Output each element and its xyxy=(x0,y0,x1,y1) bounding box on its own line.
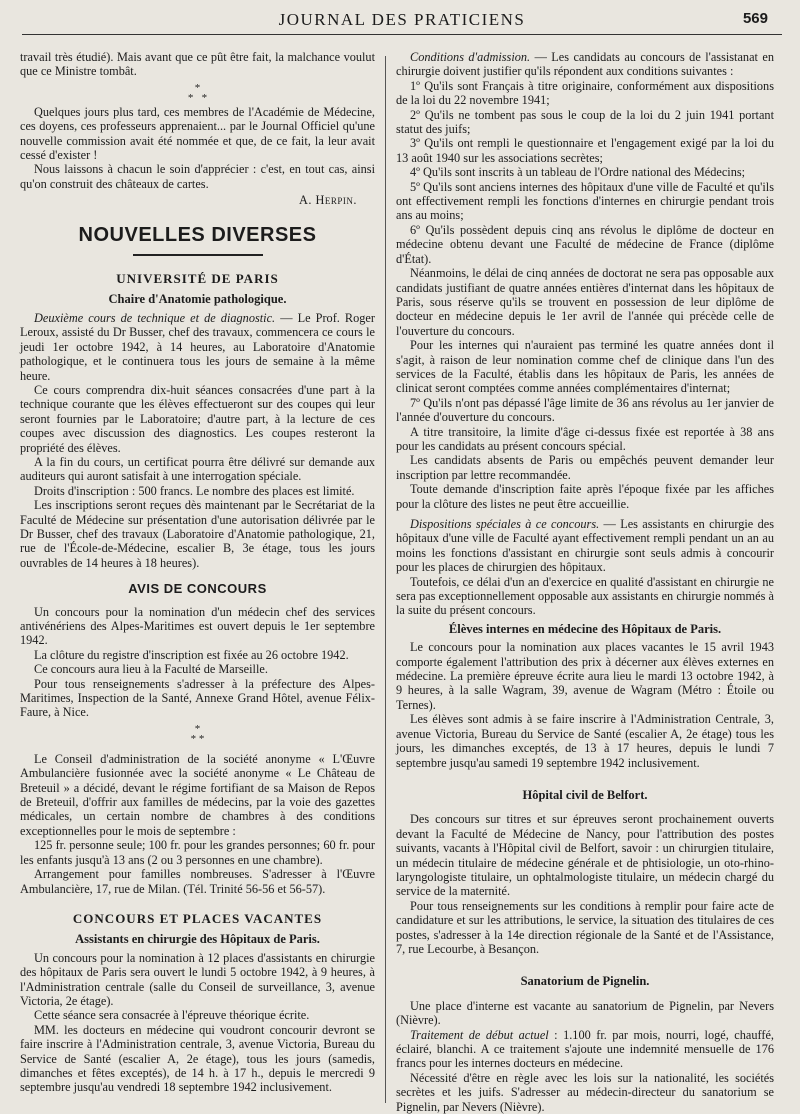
paragraph: Dispositions spéciales à ce concours. — Les assistants en chirurgie des hôpitaux d'une ville de Faculté ayant effectivement rempli pendant un an au moins les fonctions d'assistant en chirurgie sont seuls admis à concourir pour les places de chirurgien des hôpitaux. xyxy=(396,517,774,575)
heading-pignelin: Sanatorium de Pignelin. xyxy=(520,974,650,989)
paragraph: Une place d'interne est vacante au sanatorium de Pignelin, par Nevers (Nièvre). xyxy=(396,998,774,1028)
paragraph: A titre transitoire, la limite d'âge ci-dessus fixée est reportée à 38 ans pour les candidats au présent concours spécial. xyxy=(396,424,774,453)
signature: A. Herpin. xyxy=(299,193,357,208)
paragraph: MM. les docteurs en médecine qui voudront concourir devront se faire inscrire à l'Administration centrale, 3, avenue Victoria, Bureau du Service de Santé (escalier A, 2e étage), tous les jours (samedis, dimanches et fêtes exceptés), de 14 h. à 17 h., depuis le mercredi 9 septembre jusqu'au vendredi 18 septembre 1942 inclusivement. xyxy=(20,1022,375,1095)
heading-concours-places: CONCOURS ET PLACES VACANTES xyxy=(72,910,323,926)
page-number: 569 xyxy=(742,10,768,27)
heading-avis-concours: AVIS DE CONCOURS xyxy=(128,581,267,597)
paragraph: Pour tous renseignements sur les conditions à remplir pour faire acte de candidature et sur les attributions, le service, la situation des titulaires de ces postes, s'adresser à la 14e direction régionale de la Santé et de l'Assistance, 7, rue Lecourbe, à Besançon. xyxy=(396,898,774,956)
heading-eleves-internes: Élèves internes en médecine des Hôpitaux de Paris. xyxy=(448,621,722,636)
asterism: * * * xyxy=(190,722,205,745)
asterism: * * * xyxy=(187,81,208,104)
paragraph: Néanmoins, le délai de cinq années de doctorat ne sera pas opposable aux candidats justifiant de quatre années entières d'internat dans les hôpitaux de Paris, sous réserve qu'ils se trouvent en possession de leur diplôme de docteur en médecine depuis le 1er avril de l'année qui précède celle de l'ouverture du concours. xyxy=(396,266,774,338)
paragraph: 125 fr. personne seule; 100 fr. pour les grandes personnes; 60 fr. pour les enfants jusqu'à 13 ans (2 ou 3 personnes en une chambre). xyxy=(20,838,375,867)
condition-item: 7º Qu'ils n'ont pas dépassé l'âge limite de 36 ans révolus au 1er janvier de l'année d'ouverture du concours. xyxy=(396,395,774,425)
paragraph: travail très étudié). Mais avant que ce pût être fait, la malchance voulut que ce Ministre tombât. xyxy=(20,50,375,79)
condition-item: 6º Qu'ils possèdent depuis cinq ans révolus le diplôme de docteur en médecine obtenu devant une Faculté de médecine de France (diplôme d'État). xyxy=(396,222,774,266)
paragraph: Pour les internes qui n'auraient pas terminé les quatre années dont il s'agit, à raison de leur nomination comme chef de clinique dans l'un des services de la Faculté, établis dans les hôpitaux de Paris, les années de clinicat seront comptées comme années complémentaires d'internat; xyxy=(396,338,774,396)
paragraph: Nécessité d'être en règle avec les lois sur la nationalité, les sociétés secrètes et les juifs. S'adresser au médecin-directeur du sanatorium se Pignelin, par Nevers (Nièvre). xyxy=(396,1070,774,1114)
paragraph: Conditions d'admission. — Les candidats au concours de l'assistanat en chirurgie doivent justifier qu'ils répondent aux conditions suivantes : xyxy=(396,50,774,79)
paragraph: Nous laissons à chacun le soin d'apprécier : c'est, en tout cas, ainsi qu'on construit des châteaux de cartes. xyxy=(20,162,375,191)
paragraph: A la fin du cours, un certificat pourra être délivré sur demande aux auditeurs qui auront satisfait à une interrogation spéciale. xyxy=(20,454,375,484)
paragraph: Toutefois, ce délai d'un an d'exercice en qualité d'assistant en chirurgie ne sera pas exceptionnellement opposable aux assistants en chirurgie nommés à la suite du présent concours. xyxy=(396,574,774,618)
paragraph: Traitement de début actuel : 1.100 fr. par mois, nourri, logé, chauffé, éclairé, blanchi. A ce traitement s'ajoute une indemnité mensuelle de 176 francs pour les internes docteurs en médecine. xyxy=(396,1027,774,1071)
column-divider xyxy=(385,56,386,1103)
paragraph: Les candidats absents de Paris ou empêchés peuvent demander leur inscription par lettre recommandée. xyxy=(396,453,774,482)
section-title: NOUVELLES DIVERSES xyxy=(78,223,317,246)
right-column xyxy=(396,50,774,1114)
heading-chaire: Chaire d'Anatomie pathologique. xyxy=(108,292,287,307)
paragraph: Les élèves sont admis à se faire inscrire à l'Administration Centrale, 3, avenue Victoria, Bureau du Service de Santé (escalier A, 2e étage) tous les jours, les dimanches exceptés, de 13 à 17 heures, depuis le lundi 7 septembre jusqu'au samedi 19 septembre 1942 inclusivement. xyxy=(396,712,774,770)
paragraph: Pour tous renseignements s'adresser à la préfecture des Alpes-Maritimes, Inspection de la Santé, Annexe Grand Hôtel, avenue Félix-Faure, à Nice. xyxy=(20,676,375,720)
condition-item: 1º Qu'ils sont Français à titre originaire, conformément aux dispositions de la loi du 22 novembre 1941; xyxy=(396,78,774,108)
condition-item: 4º Qu'ils sont inscrits à un tableau de l'Ordre national des Médecins; xyxy=(410,165,746,180)
paragraph: Ce cours comprendra dix-huit séances consacrées d'une part à la technique courante que les élèves effectueront sur des coupes qui leur seront fournies par le Laboratoire; d'autre part, à la lecture de ces coupes avec discussion des diagnostics. Les coupes resteront la propriété des élèves. xyxy=(20,382,375,455)
condition-item: 3º Qu'ils ont rempli le questionnaire et l'engagement exigé par la loi du 13 août 1940 sur les associations secrètes; xyxy=(396,136,774,165)
left-column xyxy=(20,50,375,1095)
paragraph: Un concours pour la nomination à 12 places d'assistants en chirurgie des hôpitaux de Paris sera ouvert le lundi 5 octobre 1942, à 9 heures, à l'Administration centrale (salle du Conseil de surveillance, 3, avenue Victoria, 2e étage). xyxy=(20,950,375,1008)
paragraph: Le Conseil d'administration de la société anonyme « L'Œuvre Ambulancière fusionnée avec la société anonyme « Le Château de Breteuil » a décidé, devant le régime fortifiant de sa Maison de Repos de Breteuil, d'offrir aux familles de médecins, par la voie des gazettes médicales, un certain nombre de chambres à des conditions exceptionnelles pour le mois de septembre : xyxy=(20,751,375,838)
journal-title: JOURNAL DES PRATICIENS xyxy=(278,10,526,29)
paragraph: La clôture du registre d'inscription est fixée au 26 octobre 1942. xyxy=(34,647,349,662)
paragraph: Arrangement pour familles nombreuses. S'adresser à l'Œuvre Ambulancière, 17, rue de Milan. (Tél. Trinité 56-56 et 56-57). xyxy=(20,867,375,896)
condition-item: 5º Qu'ils sont anciens internes des hôpitaux d'une ville de Faculté et qu'ils ont effectivement rempli les fonctions d'internes en chirurgie pendant trois ans au moins; xyxy=(396,179,774,223)
paragraph: Le concours pour la nomination aux places vacantes le 15 avril 1943 comporte également l'attribution des prix à décerner aux élèves externes en médecine. La première épreuve écrite aura lieu le mardi 13 octobre 1942, à 9 heures, à la salle Wagram, 39, avenue de Wagram (Métro : Étoile ou Ternes). xyxy=(396,640,774,712)
paragraph: Deuxième cours de technique et de diagnostic. — Le Prof. Roger Leroux, assisté du Dr Busser, chef des travaux, commencera ce cours le jeudi 1er octobre 1942, à 14 heures, au Laboratoire d'Anatomie pathologique, et le continuera tous les jours de semaine à la même heure. xyxy=(20,310,375,383)
paragraph: Quelques jours plus tard, ces membres de l'Académie de Médecine, ces doyens, ces professeurs apprenaient... par le Journal Officiel qu'une nouvelle commission avait été nommée et que, de ce fait, la leur avait cessé d'exister ! xyxy=(20,104,375,163)
page-header xyxy=(22,8,782,35)
paragraph: Toute demande d'inscription faite après l'époque fixée par les affiches pour la clôture des listes ne peut être accueillie. xyxy=(396,482,774,511)
condition-item: 2º Qu'ils ne tombent pas sous le coup de la loi du 2 juin 1941 portant statut des juifs; xyxy=(396,107,774,137)
paragraph: Les inscriptions seront reçues dès maintenant par le Secrétariat de la Faculté de Médecine sur présentation d'une autorisation délivrée par le Dr Busser, chef des travaux (Laboratoire d'Anatomie pathologique, 21, rue de l'École-de-Médecine, escalier B, 3e étage, tous les jours ouvrables de 14 heures à 18 heures). xyxy=(20,498,375,570)
paragraph: Un concours pour la nomination d'un médecin chef des services antivénériens des Alpes-Maritimes est ouvert depuis le 1er septembre 1942. xyxy=(20,604,375,648)
paragraph: Des concours sur titres et sur épreuves seront prochainement ouverts devant la Faculté de Médecine de Nancy, pour l'attribution des postes suivants, vacants à l'Hôpital civil de Belfort, savoir : un chirurgien titulaire, un médecin titulaire de médecine générale et de phtisiologie, un oto-rhino-laryngologiste titulaire, un ophtalmologiste titulaire, un médecin chargé du service de la maternité. xyxy=(396,812,774,899)
heading-universite: UNIVERSITÉ DE PARIS xyxy=(116,271,279,287)
title-rule xyxy=(133,254,263,256)
paragraph: Cette séance sera consacrée à l'épreuve théorique écrite. xyxy=(34,1008,310,1023)
heading-belfort: Hôpital civil de Belfort. xyxy=(522,787,648,802)
paragraph: Droits d'inscription : 500 francs. Le nombre des places est limité. xyxy=(34,483,355,498)
heading-assistants: Assistants en chirurgie des Hôpitaux de Paris. xyxy=(75,932,320,947)
paragraph: Ce concours aura lieu à la Faculté de Marseille. xyxy=(34,662,268,677)
